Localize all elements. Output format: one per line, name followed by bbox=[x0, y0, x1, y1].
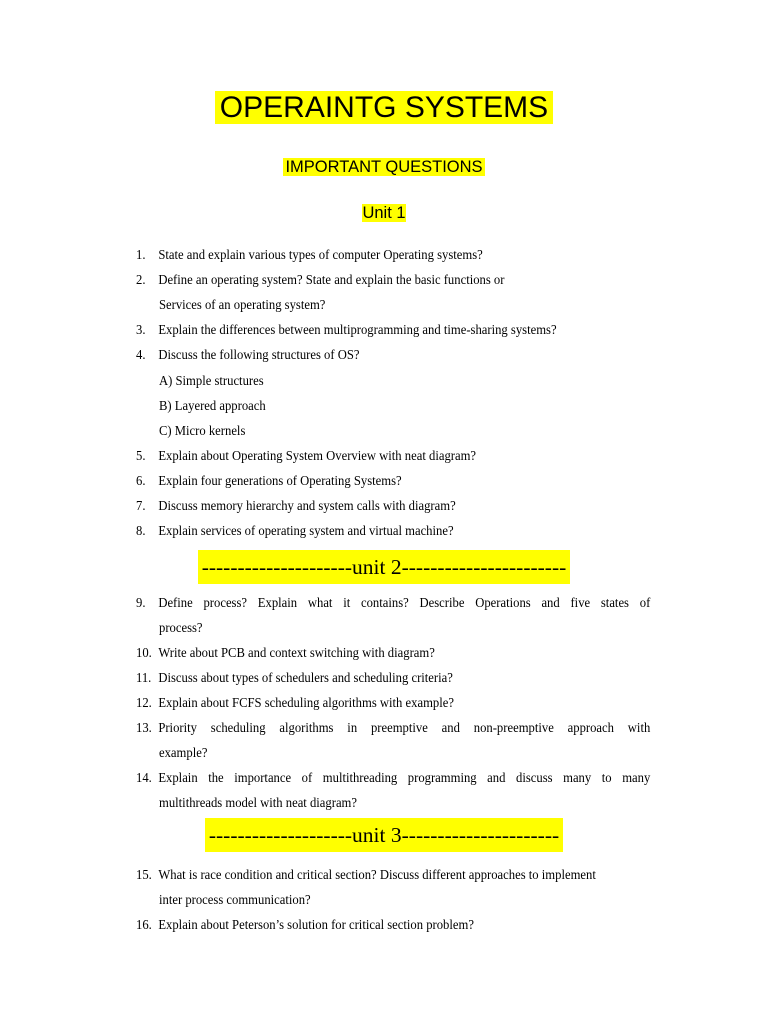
unit-3-divider-text: --------------------unit 3---------------------- bbox=[205, 818, 563, 852]
question-number: 13. bbox=[136, 720, 152, 735]
question-number: 15. bbox=[136, 867, 152, 882]
question-number: 9. bbox=[136, 595, 146, 610]
question-number: 11. bbox=[136, 670, 152, 685]
question-continuation: inter process communication? bbox=[159, 892, 311, 907]
question-text: Explain about Peterson’s solution for critical section problem? bbox=[158, 917, 474, 932]
question-text: State and explain various types of computer Operating systems? bbox=[158, 247, 483, 262]
question-number: 5. bbox=[136, 448, 146, 463]
question-continuation: process? bbox=[159, 620, 203, 635]
question-continuation: example? bbox=[159, 745, 208, 760]
sub-item: C) Micro kernels bbox=[159, 423, 246, 438]
question-number: 8. bbox=[136, 523, 146, 538]
question-number: 7. bbox=[136, 498, 146, 513]
sub-item: A) Simple structures bbox=[159, 373, 264, 388]
question-text: Discuss the following structures of OS? bbox=[158, 347, 360, 362]
question-text: Explain the differences between multiprogramming and time-sharing systems? bbox=[158, 322, 557, 337]
question-text: Discuss memory hierarchy and system calls with diagram? bbox=[158, 498, 456, 513]
question-number: 14. bbox=[136, 770, 152, 785]
question-number: 3. bbox=[136, 322, 146, 337]
unit-1-heading-text: Unit 1 bbox=[362, 204, 406, 222]
question-number: 1. bbox=[136, 247, 146, 262]
question-text: Explain four generations of Operating Systems? bbox=[158, 473, 402, 488]
unit-1-heading bbox=[0, 202, 768, 224]
question-text: Define an operating system? State and explain the basic functions or bbox=[158, 272, 505, 287]
question-number: 10. bbox=[136, 645, 152, 660]
question-number: 2. bbox=[136, 272, 146, 287]
question-text: Explain the importance of multithreading programming and discuss many to many bbox=[158, 770, 651, 785]
subtitle bbox=[0, 156, 768, 178]
unit-2-divider bbox=[0, 550, 768, 584]
unit-2-divider-text: ---------------------unit 2----------------------- bbox=[198, 550, 571, 584]
question-text: Explain about Operating System Overview with neat diagram? bbox=[158, 448, 477, 463]
question-number: 6. bbox=[136, 473, 146, 488]
question-text: Explain about FCFS scheduling algorithms with example? bbox=[158, 695, 454, 710]
question-text: What is race condition and critical section? Discuss different approaches to implement bbox=[158, 867, 596, 882]
document-title bbox=[0, 88, 768, 128]
question-number: 12. bbox=[136, 695, 152, 710]
question-text: Explain services of operating system and virtual machine? bbox=[158, 523, 454, 538]
question-text: Define process? Explain what it contains? Describe Operations and five states of bbox=[158, 595, 651, 610]
question-text: Discuss about types of schedulers and scheduling criteria? bbox=[158, 670, 453, 685]
subtitle-text: IMPORTANT QUESTIONS bbox=[285, 158, 483, 176]
question-text: Priority scheduling algorithms in preemptive and non-preemptive approach with bbox=[158, 720, 651, 735]
question-continuation: multithreads model with neat diagram? bbox=[159, 795, 358, 810]
unit-3-divider bbox=[0, 818, 768, 852]
question-continuation: Services of an operating system? bbox=[159, 297, 326, 312]
question-number: 4. bbox=[136, 347, 146, 362]
question-number: 16. bbox=[136, 917, 152, 932]
document-title-text: OPERAINTG SYSTEMS bbox=[215, 91, 553, 124]
sub-item: B) Layered approach bbox=[159, 398, 266, 413]
question-text: Write about PCB and context switching with diagram? bbox=[158, 645, 435, 660]
